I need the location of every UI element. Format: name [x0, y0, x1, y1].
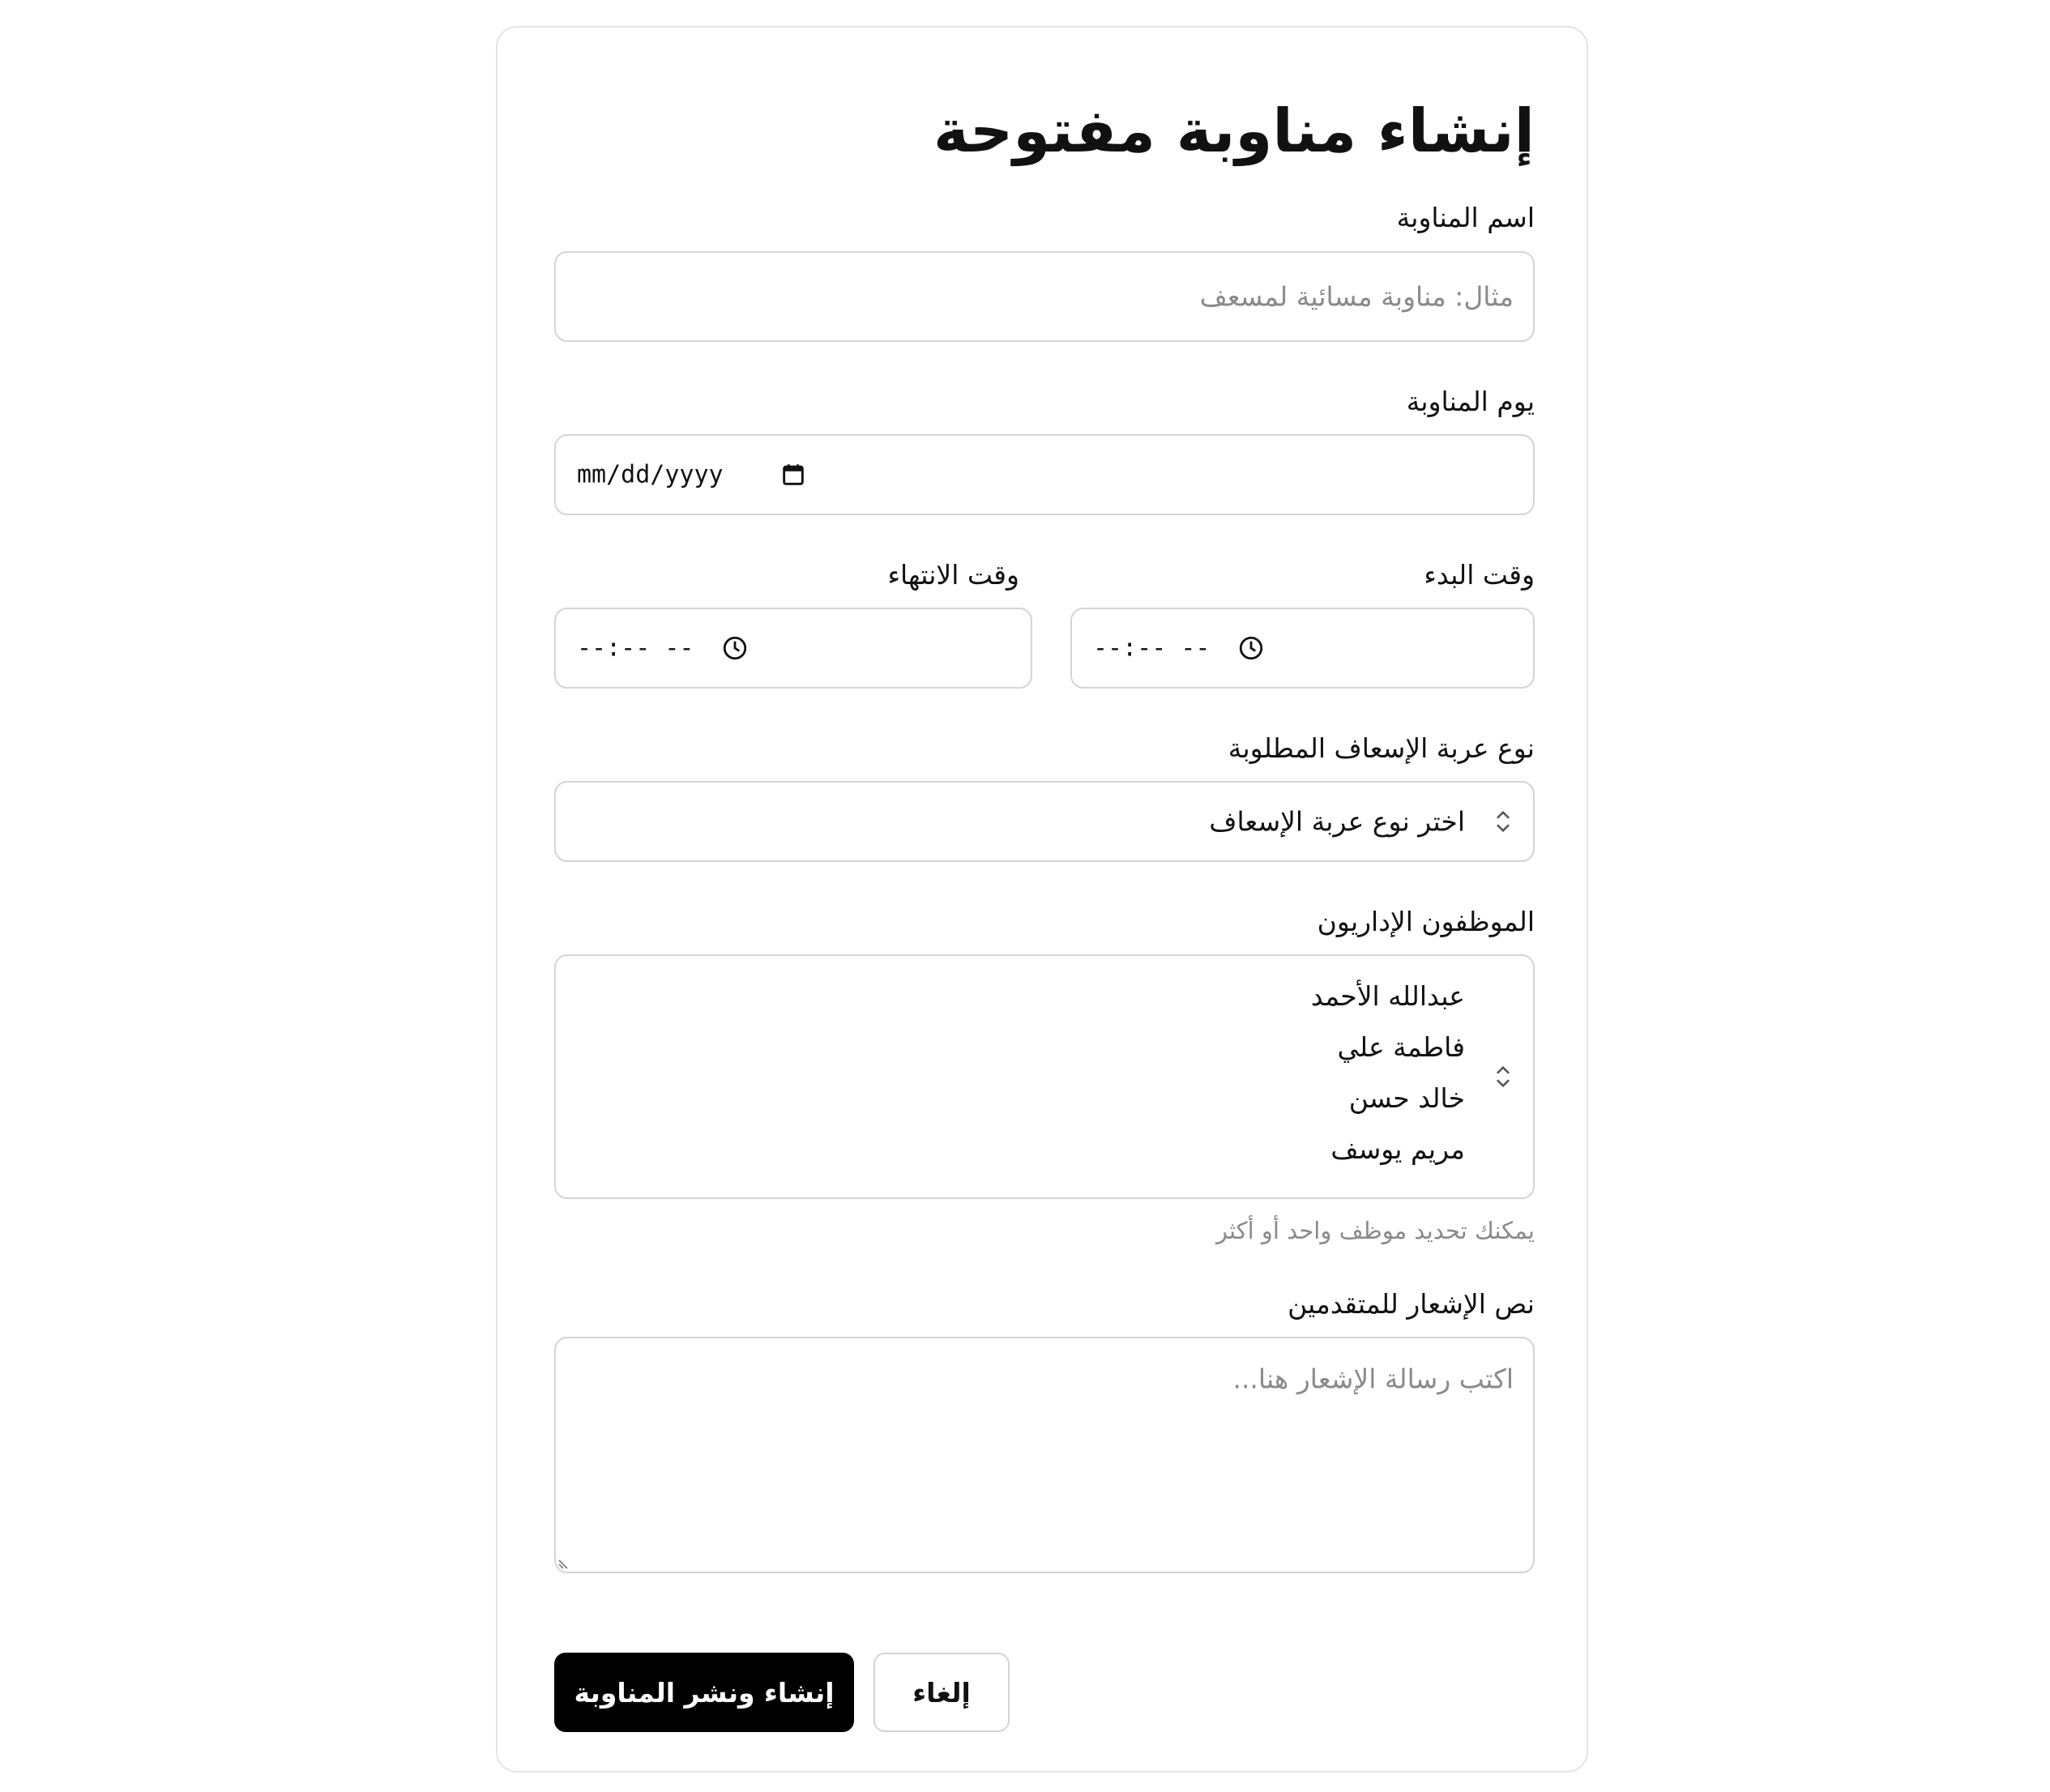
start-time-input[interactable]	[1070, 608, 1535, 689]
page-title: إنشاء مناوبة مفتوحة	[933, 96, 1535, 166]
notification-textarea[interactable]	[554, 1337, 1535, 1573]
notification-label: نص الإشعار للمتقدمين	[1288, 1288, 1535, 1320]
admin-staff-hint: يمكنك تحديد موظف واحد أو أكثر	[1216, 1217, 1535, 1244]
calendar-icon[interactable]	[779, 461, 807, 489]
staff-option[interactable]: مريم يوسف	[1330, 1133, 1465, 1165]
admin-staff-label: الموظفون الإداريون	[1317, 906, 1535, 937]
cancel-button[interactable]: إلغاء	[873, 1653, 1010, 1732]
staff-option[interactable]: خالد حسن	[1348, 1082, 1465, 1114]
notification-placeholder: اكتب رسالة الإشعار هنا...	[1232, 1363, 1514, 1395]
staff-option[interactable]: عبدالله الأحمد	[1310, 980, 1465, 1012]
create-publish-button[interactable]: إنشاء ونشر المناوبة	[554, 1653, 854, 1732]
end-time-input[interactable]	[554, 608, 1032, 689]
clock-icon[interactable]	[721, 634, 749, 662]
ambulance-type-label: نوع عربة الإسعاف المطلوبة	[1228, 732, 1535, 764]
shift-date-label: يوم المناوبة	[1406, 386, 1535, 417]
shift-name-placeholder: مثال: مناوبة مسائية لمسعف	[1199, 280, 1514, 313]
start-time-label: وقت البدء	[1424, 559, 1535, 591]
start-time-placeholder: --:-- --	[1093, 634, 1211, 663]
admin-staff-multiselect[interactable]	[554, 954, 1535, 1199]
clock-icon[interactable]	[1237, 634, 1265, 662]
ambulance-type-selected: اختر نوع عربة الإسعاف	[1209, 805, 1465, 838]
chevron-up-down-icon	[1489, 1063, 1517, 1090]
end-time-placeholder: --:-- --	[577, 634, 694, 663]
shift-date-placeholder: mm/dd/yyyy	[577, 460, 724, 489]
ambulance-type-select[interactable]	[554, 781, 1535, 862]
end-time-label: وقت الانتهاء	[887, 559, 1019, 591]
shift-name-label: اسم المناوبة	[1396, 202, 1535, 233]
resize-handle-icon[interactable]	[557, 1557, 570, 1570]
chevron-up-down-icon	[1489, 808, 1517, 835]
form-card	[496, 26, 1588, 1773]
staff-option[interactable]: فاطمة علي	[1337, 1031, 1465, 1063]
shift-name-input[interactable]	[554, 251, 1535, 342]
shift-date-input[interactable]	[554, 434, 1535, 515]
